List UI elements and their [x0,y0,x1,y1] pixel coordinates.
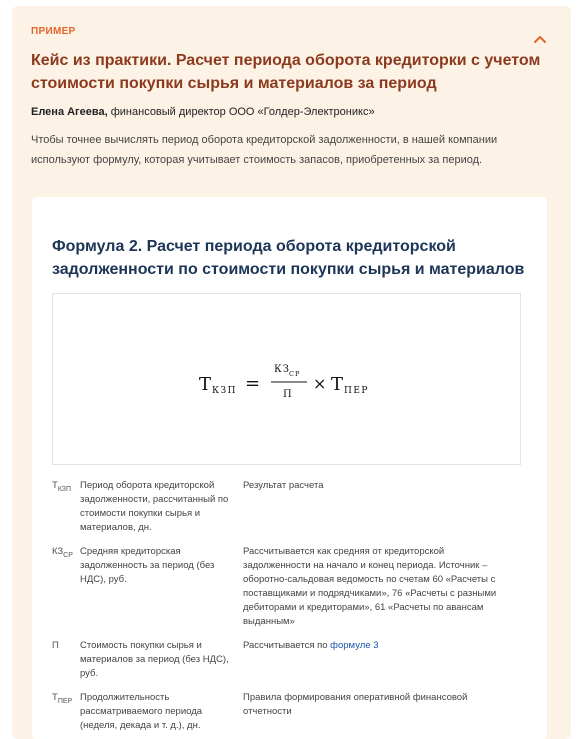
formula-3-link[interactable]: формуле 3 [330,640,379,651]
formula-box [52,293,521,465]
formula-times: × [313,374,327,393]
formula-equals: = [245,373,261,394]
def-symbol: $КЗ_{СР}$ [52,546,73,559]
formula-rhs-sub: ПЕР [344,386,369,396]
formula-lhs-sub: КЗП [212,386,237,396]
def-symbol: $Т_{ПЕР}$ [52,692,73,705]
intro-text: Чтобы точнее вычислять период оборота кредиторской задолженности, в нашей компании используют формулу, которая учитывает стоимость запасов, приобретенных за период. [31,134,498,166]
chevron-up-icon[interactable] [533,34,547,44]
def-description: Стоимость покупки сырья и материалов за период (без НДС), руб. [80,640,229,679]
formula-graphic [53,294,520,464]
definitions-table [52,479,522,733]
formula-denominator: П [283,389,292,400]
def-note: Правила формирования оперативной финансовой отчетности [243,692,468,717]
def-description: Период оборота кредиторской задолженности, рассчитанный по стоимости покупки сырья и материалов, дн. [80,480,229,533]
example-label: ПРИМЕР [31,26,76,37]
formula-panel [32,197,547,739]
table-row [52,691,522,733]
author-name: Елена Агеева, [31,106,108,118]
table-row [52,479,522,535]
formula-numerator: КЗ [274,364,290,375]
author-line [31,105,552,120]
def-note: Результат расчета [243,480,324,491]
def-symbol: $Т_{КЗП}$ [52,480,72,493]
author-role: финансовый директор ООО «Голдер-Электроникс» [107,106,375,118]
formula-numerator-sub: СР [289,370,301,378]
table-row [52,639,522,681]
formula-rhs: Т [331,374,344,395]
def-note: Рассчитывается по формуле 3 [243,640,379,651]
case-title: Кейс из практики. Расчет периода оборота кредиторки с учетом стоимости покупки сырья и материалов за период [31,52,541,92]
formula-lhs: Т [199,374,212,395]
def-symbol: П [52,640,59,651]
formula-title: Формула 2. Расчет периода оборота кредиторской задолженности по стоимости покупки сырья и материалов [52,238,525,278]
table-row [52,545,522,629]
def-description: Средняя кредиторская задолженность за период (без НДС), руб. [80,546,215,585]
def-note: Рассчитывается как средняя от кредиторской задолженности на начало и конец периода. Источник – оборотно-сальдовая ведомость по счетам 60 «Расчеты с поставщиками и подрядчиками», 76 «Расчеты с разными дебиторами и кредиторами», 61 «Расчеты по авансам выданным» [243,546,497,627]
example-card [12,6,571,739]
def-description: Продолжительность рассматриваемого периода (неделя, декада и т. д.), дн. [80,692,203,731]
